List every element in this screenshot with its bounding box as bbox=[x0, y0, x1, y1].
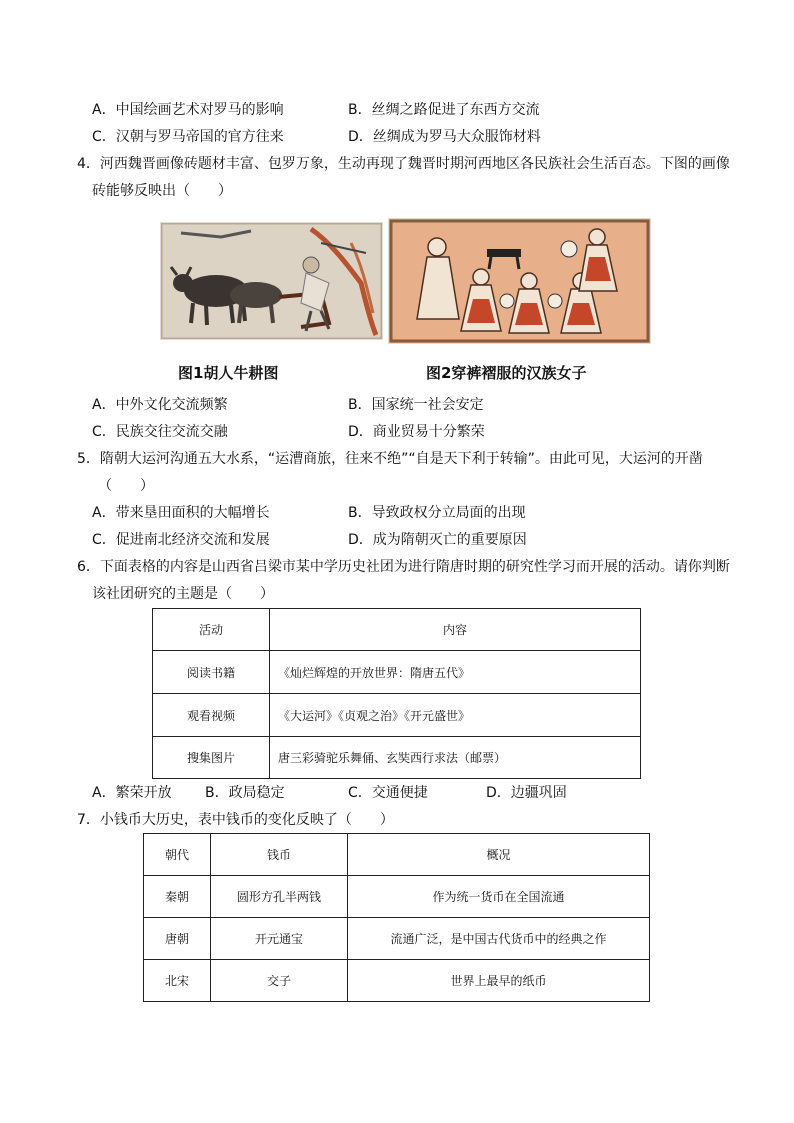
table-cell: 圆形方孔半两钱 bbox=[211, 876, 348, 918]
table-cell: 唐三彩骑驼乐舞俑、玄奘西行求法（邮票） bbox=[270, 737, 641, 779]
table-cell: 作为统一货币在全国流通 bbox=[348, 876, 650, 918]
q4-stem-line2: 砖能够反映出（ ） bbox=[92, 183, 232, 199]
table-header-cell: 内容 bbox=[270, 609, 641, 651]
q3-option-b: B．丝绸之路促进了东西方交流 bbox=[348, 102, 540, 118]
table-row bbox=[144, 876, 650, 918]
table-header-cell: 概况 bbox=[348, 834, 650, 876]
q5-option-c: C．促进南北经济交流和发展 bbox=[92, 532, 270, 548]
q4-stem-line1: 4．河西魏晋画像砖题材丰富、包罗万象，生动再现了魏晋时期河西地区各民族社会生活百态。下图的画像 bbox=[77, 156, 730, 172]
q5-stem-line2: （ ） bbox=[98, 478, 154, 494]
q6-activity-table bbox=[152, 608, 641, 779]
figure2-illustration bbox=[389, 219, 650, 343]
table-header-cell: 朝代 bbox=[144, 834, 211, 876]
q3-option-a: A．中国绘画艺术对罗马的影响 bbox=[92, 102, 284, 118]
table-cell: 流通广泛，是中国古代货币中的经典之作 bbox=[348, 918, 650, 960]
q4-option-c: C．民族交往交流交融 bbox=[92, 424, 228, 440]
q7-currency-table bbox=[143, 833, 650, 1002]
table-cell: 北宋 bbox=[144, 960, 211, 1002]
q6-option-c: C．交通便捷 bbox=[348, 785, 428, 801]
table-cell: 交子 bbox=[211, 960, 348, 1002]
table-cell: 阅读书籍 bbox=[153, 651, 270, 694]
table-cell: 搜集图片 bbox=[153, 737, 270, 779]
figure2-caption: 图2穿裤褶服的汉族女子 bbox=[426, 364, 587, 382]
q5-option-d: D．成为隋朝灭亡的重要原因 bbox=[348, 532, 527, 548]
q4-option-d: D．商业贸易十分繁荣 bbox=[348, 424, 485, 440]
table-cell: 秦朝 bbox=[144, 876, 211, 918]
q6-option-a: A．繁荣开放 bbox=[92, 785, 172, 801]
table-cell: 唐朝 bbox=[144, 918, 211, 960]
table-cell: 《灿烂辉煌的开放世界：隋唐五代》 bbox=[270, 651, 641, 694]
q5-stem-line1: 5．隋朝大运河沟通五大水系，“运漕商旅，往来不绝”“自是天下利于转输”。由此可见，大运河的开凿 bbox=[77, 451, 703, 467]
table-header-row bbox=[144, 834, 650, 876]
table-cell: 世界上最早的纸币 bbox=[348, 960, 650, 1002]
table-row bbox=[153, 651, 641, 694]
q3-option-d: D．丝绸成为罗马大众服饰材料 bbox=[348, 129, 541, 145]
table-row bbox=[144, 960, 650, 1002]
q7-stem-line1: 7．小钱币大历史，表中钱币的变化反映了（ ） bbox=[77, 812, 394, 828]
table-row bbox=[153, 694, 641, 737]
figure1-illustration bbox=[161, 223, 382, 339]
figure1-ox-plowing-image bbox=[160, 222, 383, 340]
figure2-han-women-image bbox=[388, 218, 651, 344]
q4-option-a: A．中外文化交流频繁 bbox=[92, 397, 228, 413]
table-header-cell: 活动 bbox=[153, 609, 270, 651]
table-row bbox=[144, 918, 650, 960]
table-header-row bbox=[153, 609, 641, 651]
q5-option-a: A．带来垦田面积的大幅增长 bbox=[92, 505, 270, 521]
q5-option-b: B．导致政权分立局面的出现 bbox=[348, 505, 526, 521]
table-row bbox=[153, 737, 641, 779]
figure1-caption: 图1胡人牛耕图 bbox=[178, 364, 279, 382]
table-cell: 开元通宝 bbox=[211, 918, 348, 960]
table-cell: 《大运河》《贞观之治》《开元盛世》 bbox=[270, 694, 641, 737]
q6-option-b: B．政局稳定 bbox=[205, 785, 285, 801]
q6-option-d: D．边疆巩固 bbox=[486, 785, 567, 801]
q6-stem-line2: 该社团研究的主题是（ ） bbox=[92, 586, 274, 602]
table-header-cell: 钱币 bbox=[211, 834, 348, 876]
q3-option-c: C．汉朝与罗马帝国的官方往来 bbox=[92, 129, 284, 145]
q4-option-b: B．国家统一社会安定 bbox=[348, 397, 484, 413]
q6-stem-line1: 6．下面表格的内容是山西省吕梁市某中学历史社团为进行隋唐时期的研究性学习而开展的活动。请你判断 bbox=[77, 559, 730, 575]
table-cell: 观看视频 bbox=[153, 694, 270, 737]
